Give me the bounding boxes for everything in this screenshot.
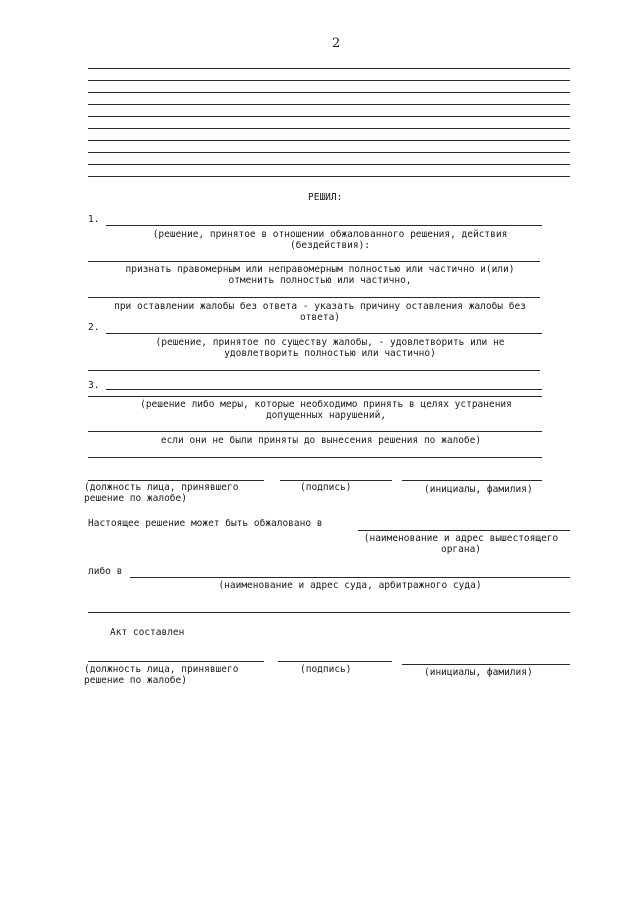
item-caption: (решение либо меры, которые необходимо принять в целях устранения допущенных нарушений, [140, 399, 512, 421]
fill-line [106, 333, 542, 334]
blank-line [88, 128, 570, 129]
item-caption: если они не были приняты до вынесения решения по жалобе) [160, 435, 482, 446]
name-caption: (инициалы, фамилия) [424, 667, 533, 678]
fill-line [88, 431, 542, 432]
signature-caption: (подпись) [300, 664, 352, 675]
name-line [402, 664, 570, 665]
fill-line [106, 389, 542, 390]
blank-line [88, 92, 570, 93]
signature-line [278, 661, 392, 662]
item-caption: (решение, принятое в отношении обжалованного решения, действия (бездействия): [152, 229, 508, 251]
page-number: 2 [332, 36, 341, 51]
blank-line [88, 140, 570, 141]
signature-caption: (подпись) [300, 482, 352, 493]
item-number: 1. [88, 214, 100, 225]
fill-line [88, 457, 542, 458]
or-text: либо в [88, 566, 123, 577]
blank-line [88, 68, 570, 69]
blank-line [88, 116, 570, 117]
fill-line [88, 261, 540, 262]
blank-line [88, 612, 570, 613]
appeal-text: Настоящее решение может быть обжаловано в [88, 518, 323, 529]
fill-line [88, 297, 540, 298]
appeal-body-caption: (наименование и адрес вышестоящего органа) [363, 533, 559, 555]
act-compiled-text: Акт составлен [110, 627, 185, 638]
fill-line [106, 225, 542, 226]
signature-line [280, 480, 392, 481]
court-line [130, 577, 570, 578]
item-number: 2. [88, 322, 100, 333]
court-caption: (наименование и адрес суда, арбитражного суда) [218, 580, 482, 591]
fill-line [88, 396, 542, 397]
position-caption: (должность лица, принявшего решение по жалобе) [84, 482, 239, 504]
item-caption: (решение, принятое по существу жалобы, - удовлетворить или не удовлетворить полностью или частично) [155, 337, 505, 359]
fill-line [88, 370, 540, 371]
blank-line [88, 104, 570, 105]
blank-line [88, 80, 570, 81]
blank-line [88, 152, 570, 153]
position-line [88, 480, 264, 481]
name-line [402, 480, 542, 481]
item-number: 3. [88, 380, 100, 391]
decided-heading: РЕШИЛ: [308, 192, 343, 203]
name-caption: (инициалы, фамилия) [424, 484, 533, 495]
blank-line [88, 176, 570, 177]
position-caption: (должность лица, принявшего решение по жалобе) [84, 664, 239, 686]
appeal-body-line [358, 530, 570, 531]
position-line [88, 661, 264, 662]
item-caption: признать правомерным или неправомерным полностью или частично и(или) отменить полностью или частично, [125, 264, 515, 286]
blank-line [88, 164, 570, 165]
item-caption: при оставлении жалобы без ответа - указать причину оставления жалобы без ответа) [114, 301, 526, 323]
